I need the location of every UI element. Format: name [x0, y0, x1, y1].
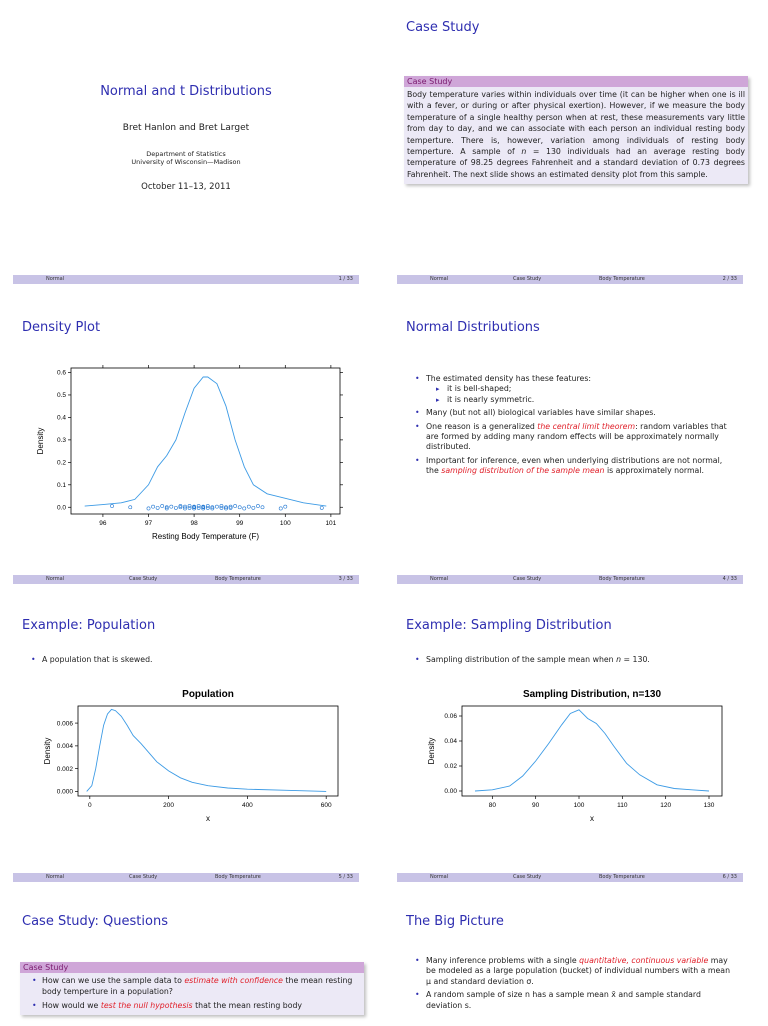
rug-point	[110, 504, 113, 507]
slide-footer	[13, 873, 359, 882]
rug-point	[320, 506, 323, 509]
y-tick-label: 0.5	[56, 392, 66, 400]
rug-point	[238, 506, 241, 509]
footer-section: Case Study	[513, 874, 542, 880]
slide-title: Case Study: Questions	[22, 914, 168, 929]
x-tick-label: 96	[99, 520, 107, 527]
page-number: 1 / 33	[338, 276, 353, 282]
slide-7	[13, 896, 359, 1026]
bullet-item	[415, 956, 735, 987]
rug-point	[247, 505, 250, 508]
rug-point	[151, 505, 154, 508]
footer-section: Case Study	[513, 576, 542, 582]
plot-frame	[78, 706, 338, 796]
highlight-text: test the null hypothesis	[100, 1000, 193, 1010]
authors: Bret Hanlon and Bret Larget	[122, 123, 250, 133]
x-tick-label: 80	[488, 802, 496, 809]
slide-title: Example: Sampling Distribution	[406, 618, 612, 633]
y-tick-label: 0.06	[444, 713, 457, 721]
rug-point	[147, 507, 150, 510]
rug-point	[243, 507, 246, 510]
bullet-list	[415, 956, 735, 1014]
bullet-icon: •	[32, 976, 37, 985]
y-axis-label: Density	[43, 737, 52, 765]
n-variable: n	[616, 655, 622, 664]
bullet-item	[415, 422, 735, 453]
footer-short-title: Normal	[430, 576, 449, 582]
x-tick-label: 100	[573, 802, 585, 809]
slide-title: The Big Picture	[406, 914, 504, 929]
slide-footer	[397, 275, 743, 284]
bullet-text: Many inference problems with a single	[426, 956, 580, 965]
bullet-item: • A population that is skewed.	[31, 655, 351, 665]
block-body	[404, 87, 748, 184]
slide-8	[397, 896, 743, 1026]
y-tick-label: 0.000	[56, 788, 73, 796]
block-text-1: Body temperature varies within individuals over time (it can be higher when one is ill with a fever, or during or after physical exertion). However, if we measure the body temperature of a single healthy person when at rest, these measurements vary little from day to day, and we can associate with each person an individual resting body temperture. There is, however, variation among individuals of resting body temperture. A sample of	[407, 90, 745, 157]
footer-section: Case Study	[513, 276, 542, 282]
y-tick-label: 0.00	[444, 788, 457, 796]
slide-1	[13, 2, 359, 284]
page-number: 2 / 33	[722, 276, 737, 282]
x-tick-label: 101	[325, 520, 337, 527]
density-curve	[87, 709, 327, 791]
slide-footer	[13, 575, 359, 584]
chart-title: Sampling Distribution, n=130	[522, 689, 662, 700]
x-tick-label: 120	[660, 802, 672, 809]
y-tick-label: 0.6	[56, 369, 66, 377]
footer-section: Case Study	[129, 576, 158, 582]
y-tick-label: 0.02	[444, 763, 457, 771]
y-tick-label: 0.004	[56, 743, 73, 751]
chart-title: Population	[182, 689, 234, 700]
sampling-distribution-chart	[397, 672, 743, 832]
rug-point	[279, 507, 282, 510]
block-body	[20, 973, 364, 1015]
footer-subsection: Body Temperature	[215, 874, 261, 880]
y-tick-label: 0.006	[56, 720, 73, 728]
highlight-text: sampling distribution of the sample mean	[441, 466, 605, 476]
plot-frame	[462, 706, 722, 796]
bullet-list	[31, 655, 351, 668]
y-axis-label: Density	[427, 737, 436, 765]
sub-bullet-item: ▸ it is bell-shaped;	[426, 384, 735, 394]
rug-point	[161, 504, 164, 507]
bullet-item	[415, 655, 735, 665]
rug-point	[156, 506, 159, 509]
bullet-text: The estimated density has these features:	[426, 374, 592, 383]
bullet-text: may be modeled as a large population (bucket) of individual numbers with a mean μ and standard deviation σ.	[426, 956, 731, 986]
x-tick-label: 90	[532, 802, 540, 809]
question-text: the mean resting body temperture in a population?	[42, 976, 353, 997]
highlight-text: estimate with confidence	[184, 976, 283, 985]
footer-short-title: Normal	[430, 874, 449, 880]
footer-short-title: Normal	[46, 576, 65, 582]
population-density-chart	[13, 672, 359, 832]
block-text-2: = 130 individuals had an average resting body temperature of 98.25 degrees Fahrenheit and a standard deviation of 0.73 degrees Fahrenheit. The next slide shows an estimated density plot from this sample.	[407, 147, 745, 179]
bullet-text: One reason is a generalized	[426, 421, 538, 431]
page-number: 3 / 33	[338, 576, 353, 582]
bullet-list	[415, 374, 735, 480]
footer-subsection: Body Temperature	[599, 576, 645, 582]
bullet-text: : random variables that are formed by adding many random effects will be approximately normally distributed.	[426, 421, 727, 452]
question-text: that the mean resting body	[192, 1000, 303, 1010]
x-axis-label: Resting Body Temperature (F)	[151, 532, 260, 541]
y-tick-label: 0.2	[56, 459, 66, 467]
university: University of Wisconsin—Madison	[131, 158, 241, 166]
density-curve	[475, 710, 709, 791]
bullet-item	[415, 374, 735, 405]
x-tick-label: 130	[703, 802, 715, 809]
footer-subsection: Body Temperature	[599, 874, 645, 880]
highlight-text: quantitative, continuous variable	[579, 956, 709, 965]
x-axis-label: x	[590, 814, 594, 823]
density-curve	[85, 377, 327, 506]
x-tick-label: 99	[236, 520, 244, 527]
question-item	[32, 1000, 361, 1011]
case-study-block	[20, 962, 364, 1015]
slide-5	[13, 600, 359, 882]
bullet-list	[415, 655, 735, 668]
density-plot	[13, 362, 359, 552]
page-number: 4 / 33	[722, 576, 737, 582]
x-tick-label: 0	[88, 802, 92, 809]
block-title: Case Study	[404, 76, 748, 87]
rug-point	[174, 506, 177, 509]
page-number: 5 / 33	[338, 874, 353, 880]
sub-bullet-item: ▸ it is nearly symmetric.	[426, 395, 735, 405]
rug-point	[170, 505, 173, 508]
rug-point	[215, 505, 218, 508]
rug-point	[284, 505, 287, 508]
x-axis-label: x	[206, 814, 210, 823]
footer-section: Case Study	[129, 874, 158, 880]
y-tick-label: 0.04	[444, 738, 457, 746]
bullet-text: is approximately normal.	[604, 466, 704, 476]
case-study-block	[404, 76, 748, 184]
bullet-icon: •	[32, 1000, 37, 1010]
slide-title: Case Study	[406, 20, 480, 35]
plot-frame	[71, 368, 340, 514]
rug-point	[261, 506, 264, 509]
footer-short-title: Normal	[430, 276, 449, 282]
bullet-item	[415, 456, 735, 477]
y-tick-label: 0.0	[56, 504, 66, 512]
x-tick-label: 600	[320, 802, 332, 809]
presentation-date: October 11–13, 2011	[141, 182, 231, 192]
rug-point	[234, 504, 237, 507]
slide-footer	[397, 873, 743, 882]
y-tick-label: 0.4	[56, 414, 66, 422]
footer-short-title: Normal	[46, 276, 65, 282]
x-tick-label: 98	[190, 520, 198, 527]
y-axis-label: Density	[36, 427, 45, 455]
bullet-text: Important for inference, even when underlying distributions are not normal, the	[426, 455, 723, 476]
x-tick-label: 200	[163, 802, 175, 809]
block-title: Case Study	[20, 962, 364, 973]
question-text: How can we use the sample data to	[42, 976, 185, 985]
bullet-item: • Many (but not all) biological variables have similar shapes.	[415, 408, 735, 418]
y-tick-label: 0.3	[56, 437, 66, 445]
bullet-text: = 130.	[621, 655, 650, 664]
x-tick-label: 97	[144, 520, 153, 527]
slide-footer	[397, 575, 743, 584]
n-variable: n	[521, 147, 527, 157]
slide-footer	[13, 275, 359, 284]
x-tick-label: 400	[241, 802, 253, 809]
rug-point	[252, 506, 255, 509]
slide-2	[397, 2, 743, 284]
footer-subsection: Body Temperature	[215, 576, 261, 582]
presentation-title: Normal and t Distributions	[100, 84, 272, 99]
x-tick-label: 100	[279, 520, 291, 527]
x-tick-label: 110	[617, 802, 628, 809]
footer-subsection: Body Temperature	[599, 276, 645, 282]
bullet-text: Sampling distribution of the sample mean when	[426, 655, 617, 664]
question-item	[32, 975, 361, 998]
rug-point	[256, 504, 259, 507]
y-tick-label: 0.1	[56, 482, 66, 489]
bullet-item: • A random sample of size n has a sample mean x̄ and sample standard deviation s.	[415, 990, 735, 1011]
highlight-text: the central limit theorem	[537, 421, 636, 431]
slide-4	[397, 302, 743, 584]
slide-3	[13, 302, 359, 584]
slide-6	[397, 600, 743, 882]
slide-title: Density Plot	[22, 320, 101, 335]
question-text: How would we	[42, 1000, 101, 1010]
y-tick-label: 0.002	[56, 765, 73, 773]
slide-title: Normal Distributions	[406, 320, 540, 335]
rug-point	[129, 506, 132, 509]
department: Department of Statistics	[146, 150, 226, 158]
footer-short-title: Normal	[46, 874, 65, 880]
page-number: 6 / 33	[722, 874, 737, 880]
slide-title: Example: Population	[22, 618, 156, 633]
